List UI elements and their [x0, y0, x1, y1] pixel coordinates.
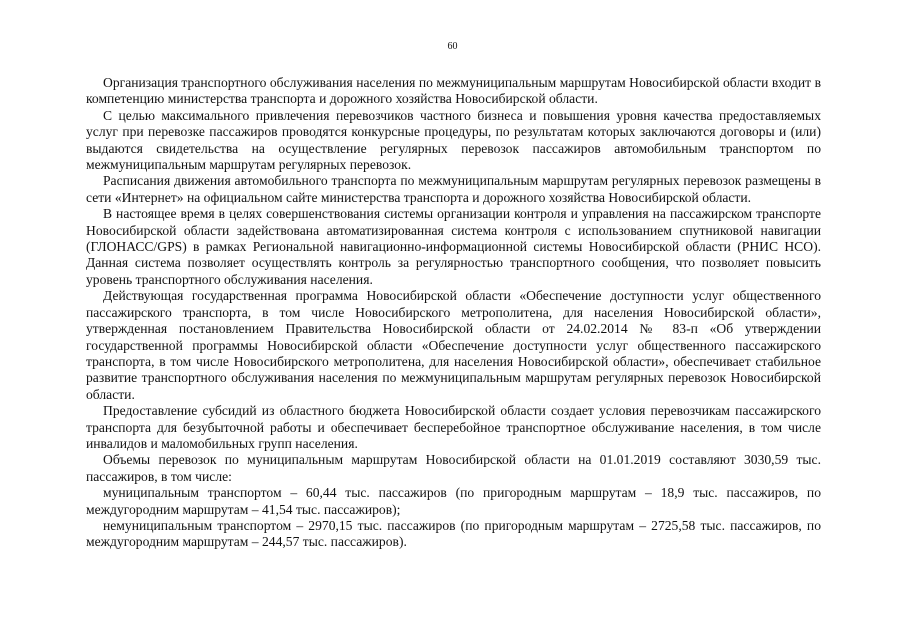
- paragraph-transport-competence: Организация транспортного обслуживания населения по межмуниципальным маршрутам Новосибирской области входит в компетенцию министерства транспорта и дорожного хозяйства Новосибирской области.: [86, 75, 821, 107]
- paragraph-municipal-transport: муниципальным транспортом – 60,44 тыс. пассажиров (по пригородным маршрутам – 18,9 тыс. пассажиров, по междугородним маршрутам – 41,54 тыс. пассажиров);: [86, 485, 821, 517]
- paragraph-non-municipal-transport: немуниципальным транспортом – 2970,15 тыс. пассажиров (по пригородным маршрутам – 2725,58 тыс. пассажиров, по междугородним маршрутам – 244,57 тыс. пассажиров).: [86, 517, 821, 550]
- paragraph-schedules-internet: Расписания движения автомобильного транспорта по межмуниципальным маршрутам регулярных перевозок размещены в сети «Интернет» на официальном сайте министерства транспорта и дорожного хозяйства Новосибирской области.: [86, 173, 821, 205]
- paragraph-glonass-control: В настоящее время в целях совершенствования системы организации контроля и управления на пассажирском транспорте Новосибирской области задействована автоматизированная система контроля с использованием спутниковой навигации (ГЛОНАСС/GPS) в рамках Региональной навигационно-информационной системы Новосибирской области (РНИС НСО). Данная система позволяет осуществлять контроль за регулярностью транспортного сообщения, что позволяет повысить уровень транспортного обслуживания населения.: [86, 206, 821, 287]
- paragraph-subsidies: Предоставление субсидий из областного бюджета Новосибирской области создает условия перевозчикам пассажирского транспорта для безубыточной работы и обеспечивает бесперебойное транспортное обслуживание населения, в том числе инвалидов и маломобильных групп населения.: [86, 403, 821, 451]
- page-number: 60: [447, 41, 458, 52]
- paragraph-transport-volumes: Объемы перевозок по муниципальным маршрутам Новосибирской области на 01.01.2019 составляют 3030,59 тыс. пассажиров, в том числе:: [86, 452, 821, 484]
- paragraph-competitive-procedures: С целью максимального привлечения перевозчиков частного бизнеса и повышения уровня качества предоставляемых услуг при перевозке пассажиров проводятся конкурсные процедуры, по результатам которых заключаются договоры и (или) выдаются свидетельства на осуществление регулярных перевозок пассажиров автомобильным транспортом по межмуниципальным маршрутам регулярных перевозок.: [86, 107, 821, 173]
- document-body: [86, 75, 821, 551]
- paragraph-state-program: Действующая государственная программа Новосибирской области «Обеспечение доступности услуг общественного пассажирского транспорта, в том числе Новосибирского метрополитена, для населения Новосибирской области», утвержденная постановлением Правительства Новосибирской области от 24.02.2014 № 83-п «Об утверждении государственной программы Новосибирской области «Обеспечение доступности услуг общественного пассажирского транспорта, в том числе Новосибирского метрополитена, для населения Новосибирской области», обеспечивает стабильное развитие транспортного обслуживания населения по межмуниципальным маршрутам регулярных перевозок Новосибирской области.: [86, 288, 821, 402]
